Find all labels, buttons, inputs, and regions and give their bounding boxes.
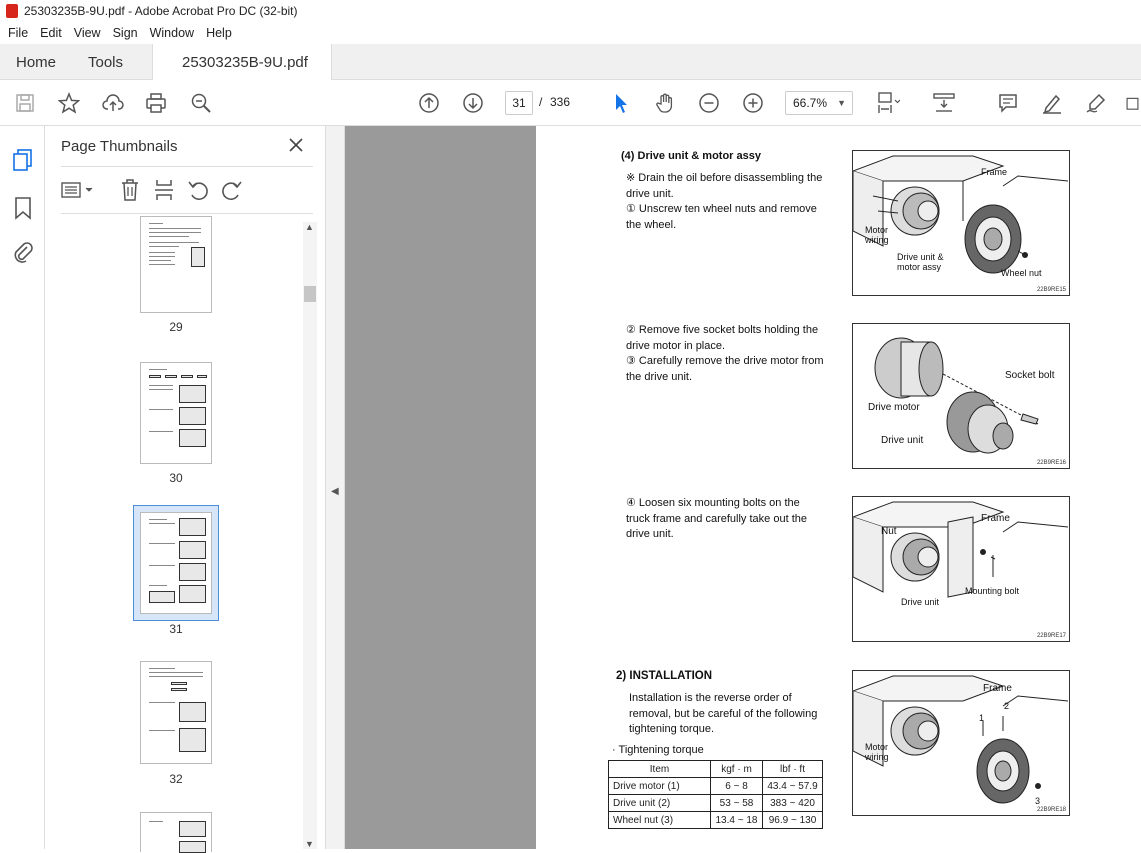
- table-cell: Wheel nut (3): [609, 812, 711, 829]
- mounting-drawing: [853, 497, 1070, 642]
- label-mounting-bolt: Mounting bolt: [965, 586, 1020, 596]
- next-page-icon[interactable]: [461, 91, 485, 115]
- page-number-input[interactable]: 31: [505, 91, 533, 115]
- window-title: 25303235B-9U.pdf - Adobe Acrobat Pro DC (32-bit): [24, 4, 298, 18]
- share-icon[interactable]: [1124, 91, 1141, 115]
- menu-bar: [0, 22, 1141, 44]
- label-drive-unit: Drive unit: [881, 435, 924, 446]
- attachments-icon[interactable]: [12, 240, 34, 267]
- thumbnail-label-32: 32: [169, 772, 183, 786]
- print-icon[interactable]: [144, 91, 168, 115]
- label-motor-wiring: Motor wiring: [865, 225, 889, 245]
- find-text-icon[interactable]: [189, 91, 213, 115]
- table-row: [609, 778, 823, 795]
- step-3: ③ Carefully remove the drive motor from the drive unit.: [626, 355, 824, 383]
- thumbnail-label-29: 29: [169, 320, 183, 334]
- page-thumbnail-31[interactable]: [140, 512, 212, 614]
- page-thumbnail-33[interactable]: [140, 812, 212, 852]
- label-number-3: 3: [1035, 796, 1041, 806]
- menu-sign[interactable]: Sign: [112, 26, 138, 40]
- label-frame: Frame: [981, 167, 1008, 177]
- total-pages: 336: [550, 95, 571, 109]
- close-icon[interactable]: [288, 137, 304, 156]
- divider: [61, 213, 313, 214]
- upload-cloud-icon[interactable]: [101, 91, 125, 115]
- label-drive-unit-motor-assy: Drive unit & motor assy: [897, 252, 944, 272]
- page-thumbnails-panel: [45, 126, 325, 849]
- label-drive-motor: Drive motor: [868, 402, 920, 413]
- step-4: ④ Loosen six mounting bolts on the truck frame and carefully take out the drive unit.: [626, 497, 807, 540]
- figure-drive-motor-removal: [852, 323, 1070, 469]
- label-drive-unit: Drive unit: [901, 597, 940, 607]
- highlight-pen-icon[interactable]: [1040, 91, 1064, 115]
- panel-title: Page Thumbnails: [61, 138, 178, 155]
- step-2: ② Remove five socket bolts holding the drive motor in place.: [626, 324, 819, 352]
- page-thumbnail-30[interactable]: [140, 362, 212, 464]
- table-header: kgf · m: [711, 761, 763, 778]
- installation-text: Installation is the reverse order of removal, but be careful of the following tightening torque.: [629, 692, 818, 735]
- table-row: [609, 795, 823, 812]
- menu-help[interactable]: Help: [206, 26, 232, 40]
- table-cell: 383 ~ 420: [763, 795, 823, 812]
- menu-edit[interactable]: Edit: [40, 26, 62, 40]
- chevron-down-icon: ▼: [837, 98, 846, 108]
- zoom-select[interactable]: [785, 91, 853, 115]
- label-nut: Nut: [881, 526, 897, 537]
- scroll-up-icon[interactable]: ▲: [305, 222, 314, 232]
- note-drain-oil: ※ Drain the oil before disassembling the drive unit.: [626, 172, 823, 200]
- save-icon[interactable]: [13, 91, 37, 115]
- menu-view[interactable]: View: [73, 26, 101, 40]
- torque-label: · Tightening torque: [612, 744, 704, 756]
- comment-icon[interactable]: [996, 91, 1020, 115]
- table-header: Item: [609, 761, 711, 778]
- title-bar: [0, 0, 1141, 22]
- label-motor-wiring: Motor wiring: [865, 742, 889, 762]
- label-number-2: 2: [1004, 701, 1010, 711]
- table-cell: 13.4 ~ 18: [711, 812, 763, 829]
- tab-document[interactable]: 25303235B-9U.pdf: [152, 44, 332, 81]
- menu-window[interactable]: Window: [149, 26, 195, 40]
- thumbnail-label-31: 31: [169, 622, 183, 636]
- table-cell: Drive unit (2): [609, 795, 711, 812]
- tab-bar: [0, 44, 1141, 80]
- figure-code: 22B9RE15: [1036, 287, 1066, 293]
- menu-file[interactable]: File: [8, 26, 29, 40]
- page-fit-icon[interactable]: [876, 91, 900, 115]
- label-frame: Frame: [981, 513, 1010, 524]
- zoom-value: 66.7%: [793, 96, 828, 110]
- figure-code: 22B9RE18: [1036, 807, 1066, 813]
- label-frame: Frame: [983, 683, 1012, 694]
- label-wheel-nut: Wheel nut: [1001, 268, 1042, 278]
- rotate-clockwise-icon[interactable]: [221, 178, 243, 205]
- figure-installation: [852, 670, 1070, 816]
- table-cell: Drive motor (1): [609, 778, 711, 795]
- thumbnail-label-30: 30: [169, 471, 183, 485]
- table-row: [609, 812, 823, 829]
- page-thumbnail-32[interactable]: [140, 661, 212, 764]
- step-1: ① Unscrew ten wheel nuts and remove the wheel.: [626, 203, 817, 231]
- scrollbar-thumb[interactable]: [304, 286, 316, 302]
- panel-collapse-bar[interactable]: [325, 126, 345, 849]
- figure-code: 22B9RE16: [1036, 460, 1066, 466]
- page-thumbnail-29[interactable]: [140, 216, 212, 313]
- left-rail: [0, 126, 45, 849]
- torque-table: [608, 760, 823, 829]
- document-viewport[interactable]: [345, 126, 1141, 849]
- tab-home[interactable]: Home: [16, 53, 57, 71]
- drive-motor-drawing: [853, 324, 1070, 469]
- zoom-out-icon[interactable]: [697, 91, 721, 115]
- table-cell: 6 ~ 8: [711, 778, 763, 795]
- thumbnail-scrollbar[interactable]: [303, 222, 317, 849]
- installation-title: 2) INSTALLATION: [616, 670, 713, 682]
- label-number-1: 1: [979, 713, 985, 723]
- zoom-in-icon[interactable]: [741, 91, 765, 115]
- label-socket-bolt: Socket bolt: [1005, 370, 1055, 381]
- divider: [61, 166, 313, 167]
- scroll-mode-icon[interactable]: [932, 91, 956, 115]
- figure-drive-unit-wheel: [852, 150, 1070, 296]
- page-separator: /: [539, 95, 543, 109]
- table-cell: 96.9 ~ 130: [763, 812, 823, 829]
- collapse-arrow-icon[interactable]: ◀: [331, 486, 339, 497]
- section-title: (4) Drive unit & motor assy: [621, 150, 761, 162]
- main-toolbar: [0, 80, 1141, 126]
- hand-tool-icon[interactable]: [653, 91, 677, 115]
- table-cell: 43.4 ~ 57.9: [763, 778, 823, 795]
- table-cell: 53 ~ 58: [711, 795, 763, 812]
- figure-code: 22B9RE17: [1036, 633, 1066, 639]
- bookmark-star-icon[interactable]: [57, 91, 81, 115]
- figure-drive-unit-mounting: [852, 496, 1070, 642]
- rotate-counterclockwise-icon[interactable]: [187, 178, 209, 205]
- extract-pages-icon[interactable]: [153, 178, 175, 205]
- delete-icon[interactable]: [119, 178, 141, 205]
- select-cursor-icon[interactable]: [609, 91, 633, 115]
- tab-tools[interactable]: Tools: [88, 53, 124, 71]
- page-thumbnails-icon[interactable]: [12, 148, 34, 175]
- scroll-down-icon[interactable]: ▼: [305, 839, 314, 849]
- table-header: lbf · ft: [763, 761, 823, 778]
- thumbnail-options-icon[interactable]: [61, 180, 95, 203]
- bookmarks-icon[interactable]: [14, 196, 32, 223]
- pdf-page: [536, 126, 1141, 849]
- previous-page-icon[interactable]: [417, 91, 441, 115]
- acrobat-app-icon: [6, 4, 18, 18]
- sign-icon[interactable]: [1084, 91, 1108, 115]
